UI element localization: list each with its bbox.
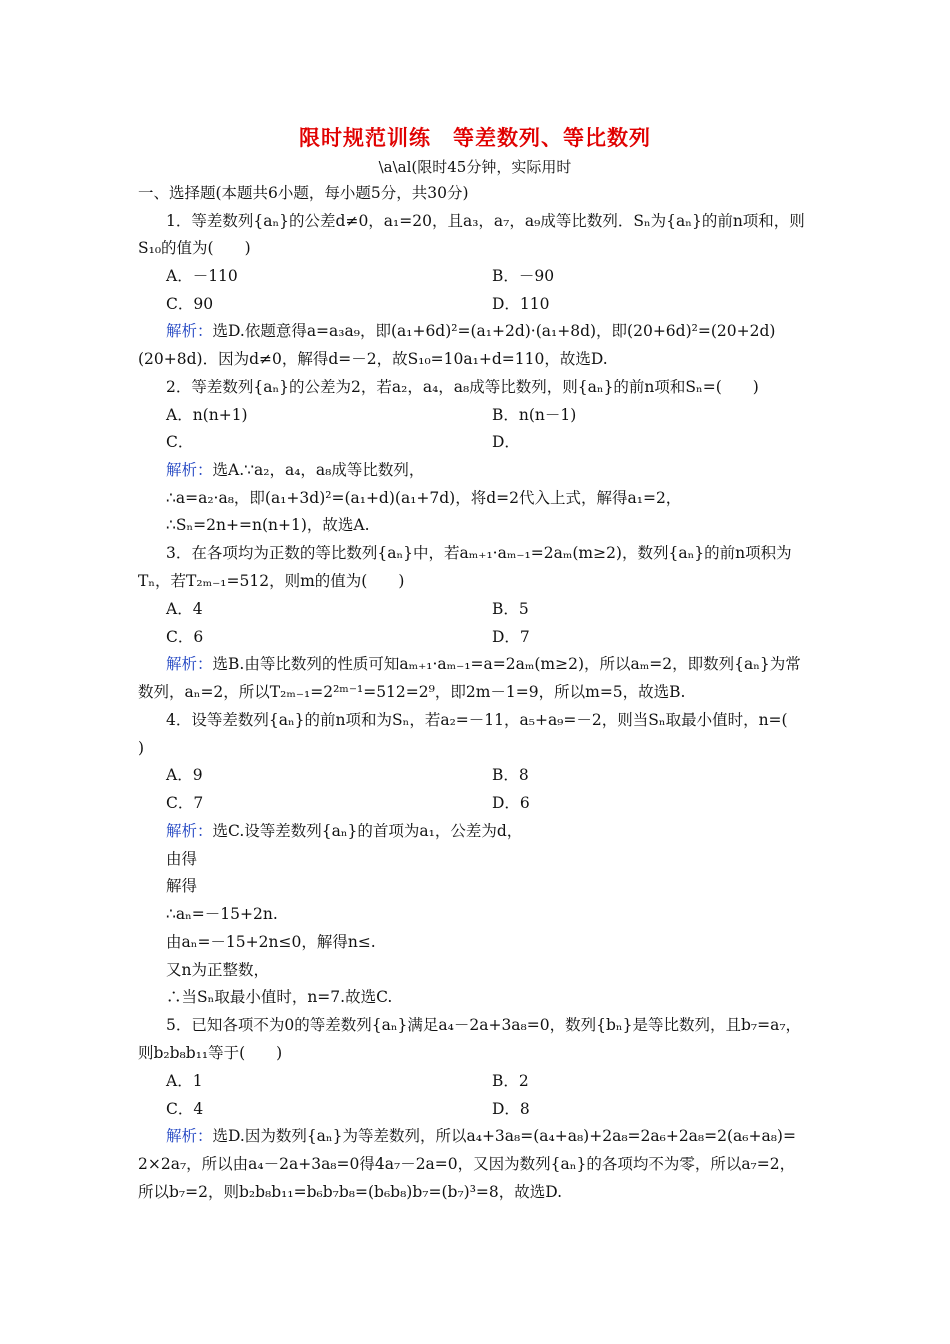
- q2-explanation-line-2: ∴a=a₂·a₈，即(a₁+3d)²=(a₁+d)(a₁+7d)，将d=2代入上式，解得a₁=2，: [166, 489, 682, 507]
- explanation-label: 解析：: [166, 322, 213, 340]
- explanation-label: 解析：: [166, 1127, 213, 1145]
- time-limit-note: \a\al(限时45分钟，实际用时: [378, 158, 572, 176]
- q4-explanation-line-5: 由aₙ=－15+2n≤0，解得n≤.: [166, 933, 376, 951]
- q5-explanation-line-1: 解析：选D.因为数列{aₙ}为等差数列，所以a₄+3a₈=(a₄+a₈)+2a₈=2a₆+2a₈=2(a₆+a₈)=: [166, 1127, 796, 1145]
- q5-option-b: B．2: [492, 1072, 529, 1090]
- q1-option-d: D．110: [492, 295, 550, 313]
- q4-explanation-line-4: ∴aₙ=－15+2n.: [166, 905, 278, 923]
- q2-explanation-line-3: ∴Sₙ=2n+=n(n+1)，故选A.: [166, 516, 370, 534]
- q3-stem-line-1: 3．在各项均为正数的等比数列{aₙ}中，若aₘ₊₁·aₘ₋₁=2aₘ(m≥2)，数列{aₙ}的前n项积为: [166, 544, 792, 562]
- q3-option-d: D．7: [492, 628, 530, 646]
- q3-option-c: C．6: [166, 628, 204, 646]
- q3-option-a: A．4: [166, 600, 203, 618]
- q4-explanation-line-1: 解析：选C.设等差数列{aₙ}的首项为a₁，公差为d，: [166, 822, 523, 840]
- explanation-label: 解析：: [166, 822, 213, 840]
- q3-explanation-line-1: 解析：选B.由等比数列的性质可知aₘ₊₁·aₘ₋₁=a=2aₘ(m≥2)，所以aₘ=2，即数列{aₙ}为常: [166, 655, 801, 673]
- q4-option-d: D．6: [492, 794, 530, 812]
- page-title: 限时规范训练 等差数列、等比数列: [299, 125, 651, 150]
- q1-explanation-line-1: 解析：选D.依题意得a=a₃a₉，即(a₁+6d)²=(a₁+2d)·(a₁+8d)，即(20+6d)²=(20+2d): [166, 322, 776, 340]
- q1-option-b: B．－90: [492, 267, 555, 285]
- q4-option-b: B．8: [492, 766, 529, 784]
- q2-option-b: B．n(n－1): [492, 406, 577, 424]
- q2-option-c: C．: [166, 433, 194, 451]
- q4-explanation-line-3: 解得: [166, 877, 198, 895]
- q3-explanation-line-2: 数列，aₙ=2，所以T₂ₘ₋₁=2²ᵐ⁻¹=512=2⁹，即2m－1=9，所以m=5，故选B.: [138, 683, 686, 701]
- q5-explanation-line-2: 2×2a₇，所以由a₄－2a+3a₈=0得4a₇－2a=0，又因为数列{aₙ}的各项均不为零，所以a₇=2，: [138, 1155, 796, 1173]
- q1-stem-line-2: S₁₀的值为( ): [138, 239, 251, 257]
- q3-option-b: B．5: [492, 600, 529, 618]
- q5-option-d: D．8: [492, 1100, 530, 1118]
- section-heading: 一、选择题(本题共6小题，每小题5分，共30分): [138, 184, 469, 202]
- q5-option-a: A．1: [166, 1072, 203, 1090]
- q4-option-a: A．9: [166, 766, 203, 784]
- q2-option-d: D．: [492, 433, 520, 451]
- q2-option-a: A．n(n+1): [166, 406, 248, 424]
- q5-stem-line-1: 5．已知各项不为0的等差数列{aₙ}满足a₄－2a+3a₈=0，数列{bₙ}是等比数列，且b₇=a₇，: [166, 1016, 802, 1034]
- q3-stem-line-2: Tₙ，若T₂ₘ₋₁=512，则m的值为( ): [138, 572, 405, 590]
- explanation-label: 解析：: [166, 655, 213, 673]
- q4-explanation-line-7: ∴当Sₙ取最小值时，n=7.故选C.: [166, 988, 393, 1006]
- q2-stem-line-1: 2．等差数列{aₙ}的公差为2，若a₂，a₄，a₈成等比数列，则{aₙ}的前n项和Sₙ=( ): [166, 378, 759, 396]
- q1-option-a: A．－110: [166, 267, 238, 285]
- q4-explanation-line-6: 又n为正整数，: [166, 961, 269, 979]
- q4-stem-line-2: ): [138, 739, 145, 757]
- q1-stem-line-1: 1．等差数列{aₙ}的公差d≠0，a₁=20，且a₃，a₇，a₉成等比数列．Sₙ为{aₙ}的前n项和，则: [166, 212, 805, 230]
- q4-stem-line-1: 4．设等差数列{aₙ}的前n项和为Sₙ，若a₂=－11，a₅+a₉=－2，则当Sₙ取最小值时，n=(: [166, 711, 788, 729]
- q5-explanation-line-3: 所以b₇=2，则b₂b₈b₁₁=b₆b₇b₈=(b₆b₈)b₇=(b₇)³=8，故选D.: [138, 1183, 563, 1201]
- q2-explanation-line-1: 解析：选A.∵a₂，a₄，a₈成等比数列，: [166, 461, 425, 479]
- q1-option-c: C．90: [166, 295, 214, 313]
- explanation-label: 解析：: [166, 461, 213, 479]
- q5-option-c: C．4: [166, 1100, 204, 1118]
- q4-option-c: C．7: [166, 794, 204, 812]
- q4-explanation-line-2: 由得: [166, 850, 198, 868]
- q5-stem-line-2: 则b₂b₈b₁₁等于( ): [138, 1044, 283, 1062]
- q1-explanation-line-2: (20+8d)．因为d≠0，解得d=－2，故S₁₀=10a₁+d=110，故选D.: [138, 350, 608, 368]
